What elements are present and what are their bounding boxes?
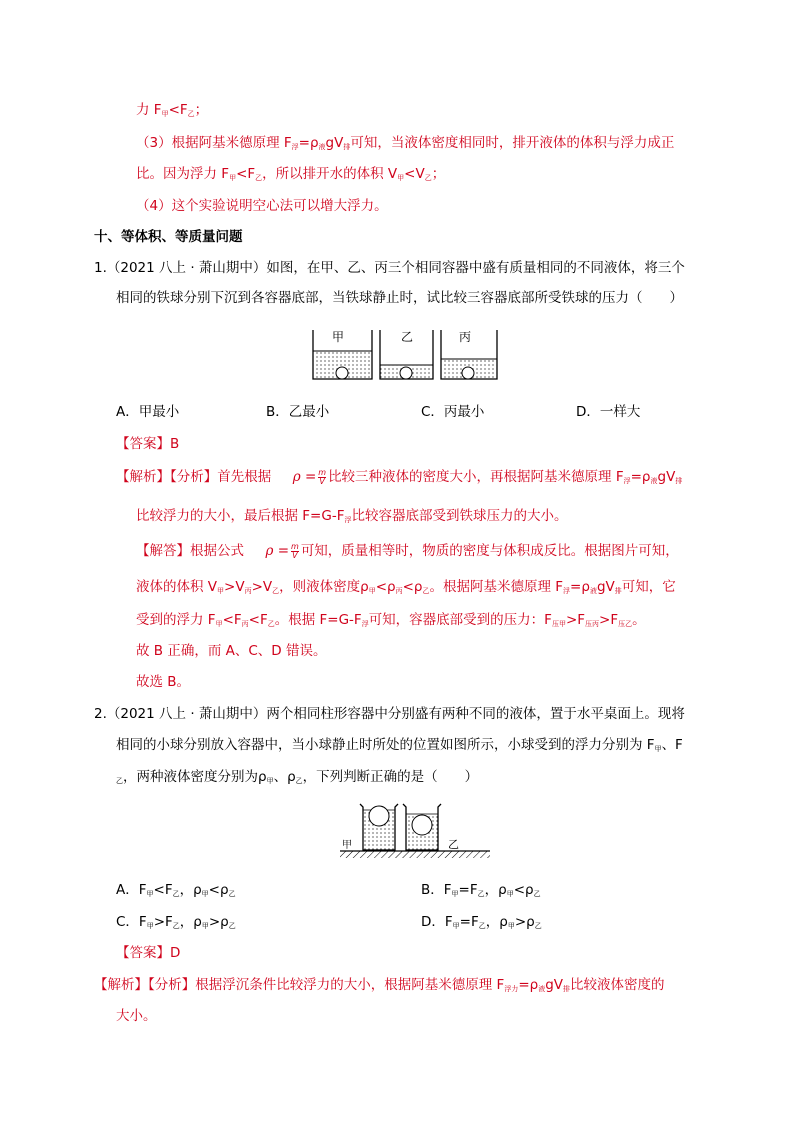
- container-yi: [403, 804, 441, 850]
- q2-stem-line-3: $_乙$，两种液体密度分别为$\rho_甲$、$\rho_乙$，下列判断正确的是（ ）: [116, 769, 479, 785]
- q1-stem-line-2: 相同的铁球分别下沉到各容器底部，当铁球静止时，试比较三容器底部所受铁球的压力（ ）: [116, 290, 683, 306]
- q2-option-d[interactable]: D．$F_甲=F_乙$，$\rho_甲>\rho_乙$: [421, 914, 542, 930]
- q1-option-d[interactable]: D．一样大: [576, 404, 641, 420]
- prev-answer-line-4: （4）这个实验说明空心法可以增大浮力。: [136, 198, 388, 214]
- q2-option-b[interactable]: B．$F_甲=F_乙$，$\rho_甲<\rho_乙$: [421, 882, 541, 898]
- label-jia: 甲: [332, 330, 345, 344]
- container-jia: [360, 804, 398, 850]
- prev-answer-line-3: 比。因为浮力 $F_甲<F_乙$，所以排开水的体积 $V_甲<V_乙$；: [136, 166, 446, 182]
- prev-answer-line-2: （3）根据阿基米德原理 $F_浮=\rho_液gV_排$可知，当液体密度相同时，排开液体的体积与浮力成正: [136, 135, 675, 151]
- q1-option-a[interactable]: A．甲最小: [116, 404, 180, 420]
- q1-option-b[interactable]: B．乙最小: [266, 404, 330, 420]
- q2-option-a[interactable]: A．$F_甲<F_乙$，$\rho_甲<\rho_乙$: [116, 882, 236, 898]
- q1-option-c[interactable]: C．丙最小: [421, 404, 485, 420]
- q1-solution-line-2: 液体的体积 $V_甲>V_丙>V_乙$，则液体密度$\rho_甲<\rho_丙<\rho_乙$。根据阿基米德原理 $F_浮=\rho_液gV_排$可知，它: [136, 579, 676, 595]
- q1-solution-line-1: 【解答】根据公式 ρ = $\frac{m}{V}$ 可知，质量相等时，物质的密度与体积成反比。根据图片可知，: [136, 541, 679, 560]
- q1-three-containers-figure: [308, 324, 500, 384]
- label-bing: 丙: [459, 330, 472, 344]
- q1-analysis-line-2: 比较浮力的大小，最后根据 $F=G-F_浮$比较容器底部受到铁球压力的大小。: [136, 508, 568, 524]
- q1-solution-line-5: 故选 B。: [136, 674, 191, 690]
- q2-stem-line-1: 2.（2021 八上 · 萧山期中）两个相同柱形容器中分别盛有两种不同的液体，置于水平桌面上。现将: [94, 706, 685, 722]
- q1-stem-line-1: 1.（2021 八上 · 萧山期中）如图，在甲、乙、丙三个相同容器中盛有质量相同的不同液体，将三个: [94, 260, 685, 276]
- section-title: 十、等体积、等质量问题: [94, 229, 243, 245]
- label-yi: 乙: [401, 330, 414, 344]
- q1-analysis-line-1: 【解析】【分析】首先根据 ρ = $\frac{m}{V}$ 比较三种液体的密度大小，再根据阿基米德原理 $F_浮=\rho_液gV_排$: [116, 467, 683, 486]
- q2-two-containers-figure: [340, 800, 490, 862]
- q2-analysis-line-2: 大小。: [116, 1008, 157, 1024]
- container-bing: [441, 330, 497, 379]
- q2-option-c[interactable]: C．$F_甲>F_乙$，$\rho_甲>\rho_乙$: [116, 914, 236, 930]
- q1-solution-line-4: 故 B 正确，而 A、C、D 错误。: [136, 643, 327, 659]
- prev-answer-line-1: 力 $F_甲<F_乙$；: [136, 102, 209, 118]
- table-hatching: [340, 851, 490, 858]
- label-yi: 乙: [448, 838, 459, 851]
- q2-stem-line-2: 相同的小球分别放入容器中，当小球静止时所处的位置如图所示，小球受到的浮力分别为 $F_甲$、F: [116, 737, 683, 753]
- q1-answer: 【答案】B: [116, 436, 180, 452]
- q2-answer: 【答案】D: [116, 945, 181, 961]
- container-jia: [313, 330, 372, 379]
- q1-solution-line-3: 受到的浮力 $F_甲<F_丙<F_乙$。根据 $F=G-F_浮$可知，容器底部受到的压力：$F_{压甲}>F_{压丙}>F_{压乙}$。: [136, 612, 646, 628]
- container-yi: [380, 330, 433, 379]
- q2-analysis-line-1: 【解析】【分析】根据浮沉条件比较浮力的大小，根据阿基米德原理 $F_{浮力}=\rho_液gV_排$比较液体密度的: [94, 977, 665, 993]
- label-jia: 甲: [342, 840, 352, 851]
